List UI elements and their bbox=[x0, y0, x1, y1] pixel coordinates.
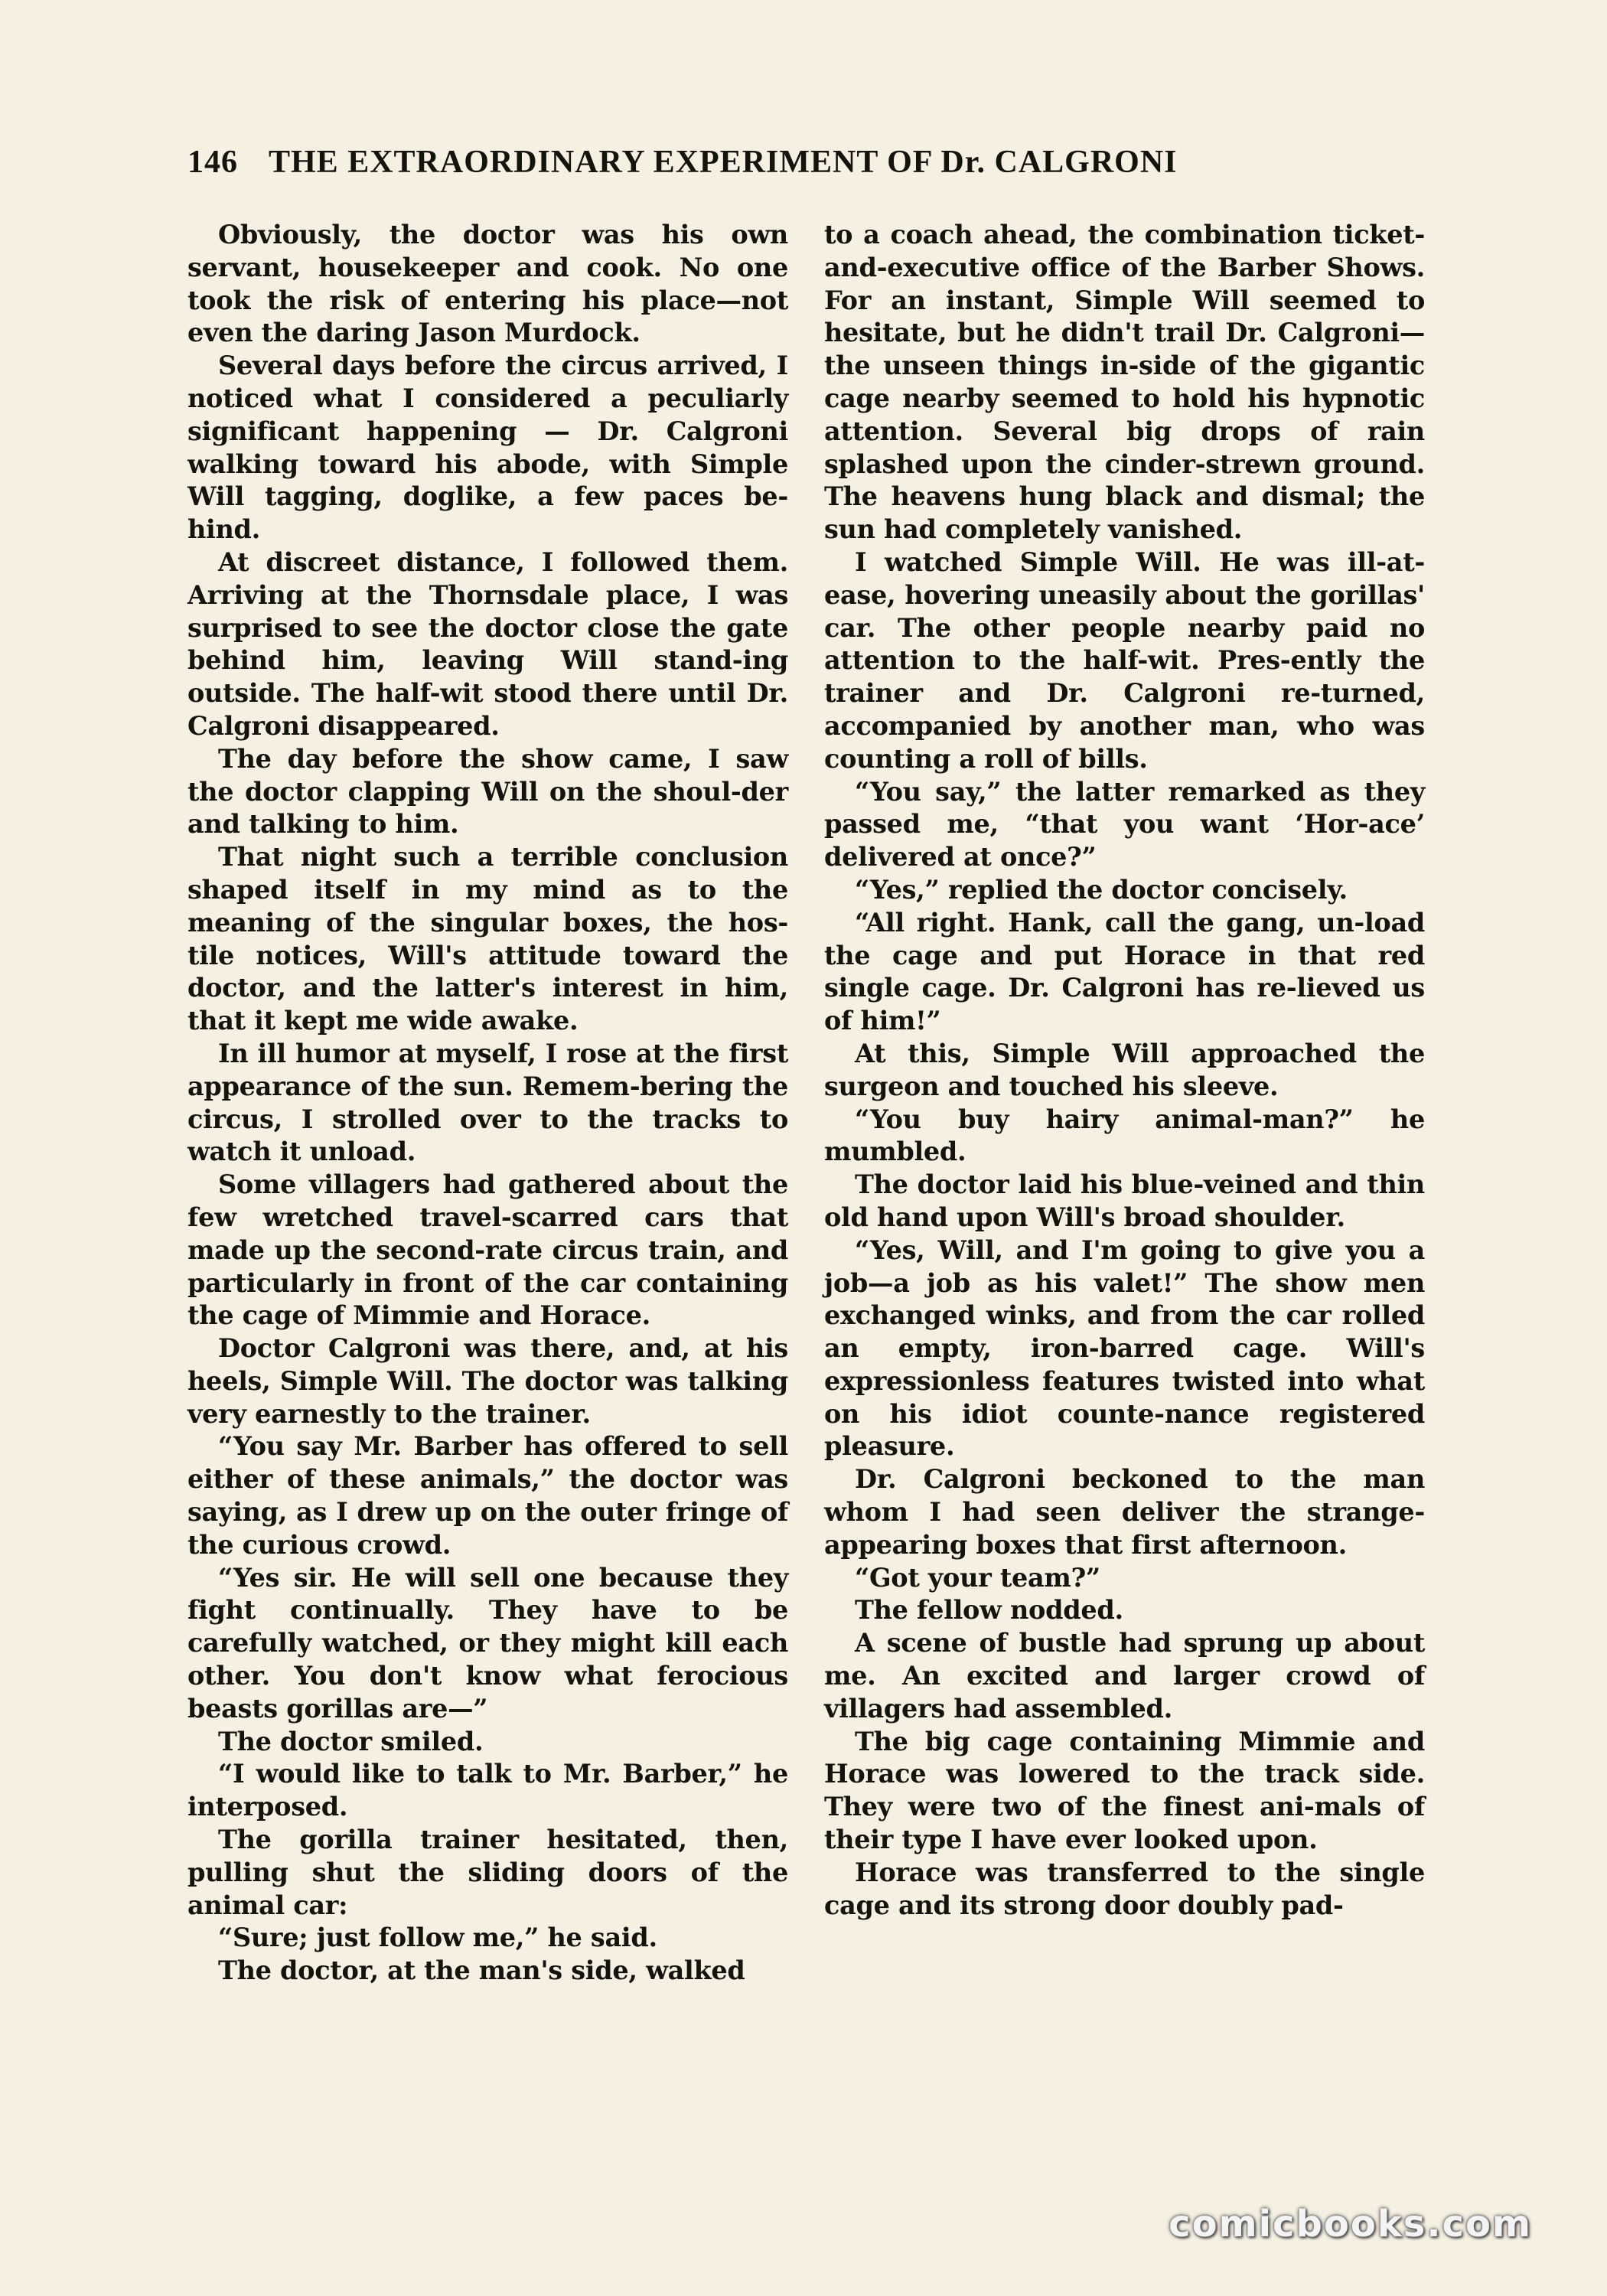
paragraph: Some villagers had gathered about the few wretched travel-scarred cars that made up the second-rate circus train, and particularly in front of the car containing the cage of Mimmie and Horace. bbox=[187, 1169, 788, 1331]
page-number: 146 bbox=[187, 145, 238, 180]
paragraph: The doctor smiled. bbox=[218, 1726, 484, 1756]
paragraph: “I would like to talk to Mr. Barber,” he interposed. bbox=[187, 1759, 788, 1822]
paragraph: I watched Simple Will. He was ill-at-ease, hovering uneasily about the gorillas' car. The other people nearby paid no attention to the half-wit. Pres-ently the trainer and Dr. Calgroni re-turned, accompanied by another man, who was counting a roll of bills. bbox=[824, 546, 1425, 774]
paragraph: Obviously, the doctor was his own servant, housekeeper and cook. No one took the risk of entering his place—not even the daring Jason Murdock. bbox=[187, 220, 788, 348]
right-column bbox=[824, 219, 1425, 1922]
paragraph: “You say,” the latter remarked as they passed me, “that you want ‘Hor-ace’ delivered at once?” bbox=[824, 776, 1425, 872]
watermark: comicbooks.com bbox=[1169, 2203, 1532, 2245]
running-title: THE EXTRAORDINARY EXPERIMENT OF Dr. CALGRONI bbox=[269, 145, 1178, 180]
left-column bbox=[187, 219, 788, 1988]
paragraph: The doctor laid his blue-veined and thin old hand upon Will's broad shoulder. bbox=[824, 1169, 1425, 1232]
paragraph: The day before the show came, I saw the doctor clapping Will on the shoul-der and talking to him. bbox=[187, 743, 788, 840]
paragraph: “Yes, Will, and I'm going to give you a job—a job as his valet!” The show men exchanged winks, and from the car rolled an empty, iron-barred cage. Will's expressionless features twisted into what on his idiot counte-nance registered pleasure. bbox=[824, 1234, 1425, 1462]
paragraph-continued: to a coach ahead, the combination ticket-and-executive office of the Barber Shows. For an instant, Simple Will seemed to hesitate, but he didn't trail Dr. Calgroni—the unseen things in-side of the gigantic cage nearby seemed to hold his hypnotic attention. Several big drops of rain splashed upon the cinder-strewn ground. The heavens hung black and dismal; the sun had completely vanished. bbox=[824, 220, 1425, 545]
paragraph: The gorilla trainer hesitated, then, pulling shut the sliding doors of the animal car: bbox=[187, 1825, 788, 1920]
paragraph: “You say Mr. Barber has offered to sell either of these animals,” the doctor was saying, as I drew up on the outer fringe of the curious crowd. bbox=[187, 1431, 788, 1560]
paragraph: Dr. Calgroni beckoned to the man whom I had seen deliver the strange-appearing boxes that first afternoon. bbox=[824, 1464, 1425, 1560]
paragraph: “Got your team?” bbox=[855, 1562, 1100, 1593]
running-header bbox=[187, 144, 1335, 181]
paragraph: In ill humor at myself, I rose at the first appearance of the sun. Remem-bering the circus, I strolled over to the tracks to watch it unload. bbox=[187, 1038, 788, 1167]
paragraph: “Sure; just follow me,” he said. bbox=[218, 1923, 657, 1953]
paragraph: Several days before the circus arrived, I noticed what I considered a peculiarly significant happening — Dr. Calgroni walking toward his abode, with Simple Will tagging, doglike, a few paces be-hind. bbox=[187, 351, 788, 545]
paragraph: That night such a terrible conclusion shaped itself in my mind as to the meaning of the singular boxes, the hos-tile notices, Will's attitude toward the doctor, and the latter's interest in him, that it kept me wide awake. bbox=[187, 842, 788, 1036]
paragraph: Doctor Calgroni was there, and, at his heels, Simple Will. The doctor was talking very earnestly to the trainer. bbox=[187, 1333, 788, 1429]
paragraph: Horace was transferred to the single cage and its strong door doubly pad- bbox=[824, 1857, 1425, 1920]
paragraph: “You buy hairy animal-man?” he mumbled. bbox=[824, 1104, 1425, 1167]
paragraph: “Yes sir. He will sell one because they fight continually. They have to be carefully watched, or they might kill each other. You don't know what ferocious beasts gorillas are—” bbox=[187, 1562, 788, 1724]
paragraph: “All right. Hank, call the gang, un-load the cage and put Horace in that red single cage. Dr. Calgroni has re-lieved us of him!” bbox=[824, 907, 1425, 1036]
paragraph: A scene of bustle had sprung up about me. An excited and larger crowd of villagers had assembled. bbox=[824, 1628, 1425, 1724]
paragraph: The doctor, at the man's side, walked bbox=[218, 1955, 745, 1986]
paragraph: At this, Simple Will approached the surgeon and touched his sleeve. bbox=[824, 1038, 1425, 1101]
paragraph: The big cage containing Mimmie and Horace was lowered to the track side. They were two of the finest ani-mals of their type I have ever looked upon. bbox=[824, 1726, 1425, 1855]
paragraph: “Yes,” replied the doctor concisely. bbox=[855, 874, 1348, 905]
paragraph: At discreet distance, I followed them. Arriving at the Thornsdale place, I was surprised to see the doctor close the gate behind him, leaving Will stand-ing outside. The half-wit stood there until Dr. Calgroni disappeared. bbox=[187, 546, 788, 741]
paragraph: The fellow nodded. bbox=[855, 1595, 1123, 1626]
